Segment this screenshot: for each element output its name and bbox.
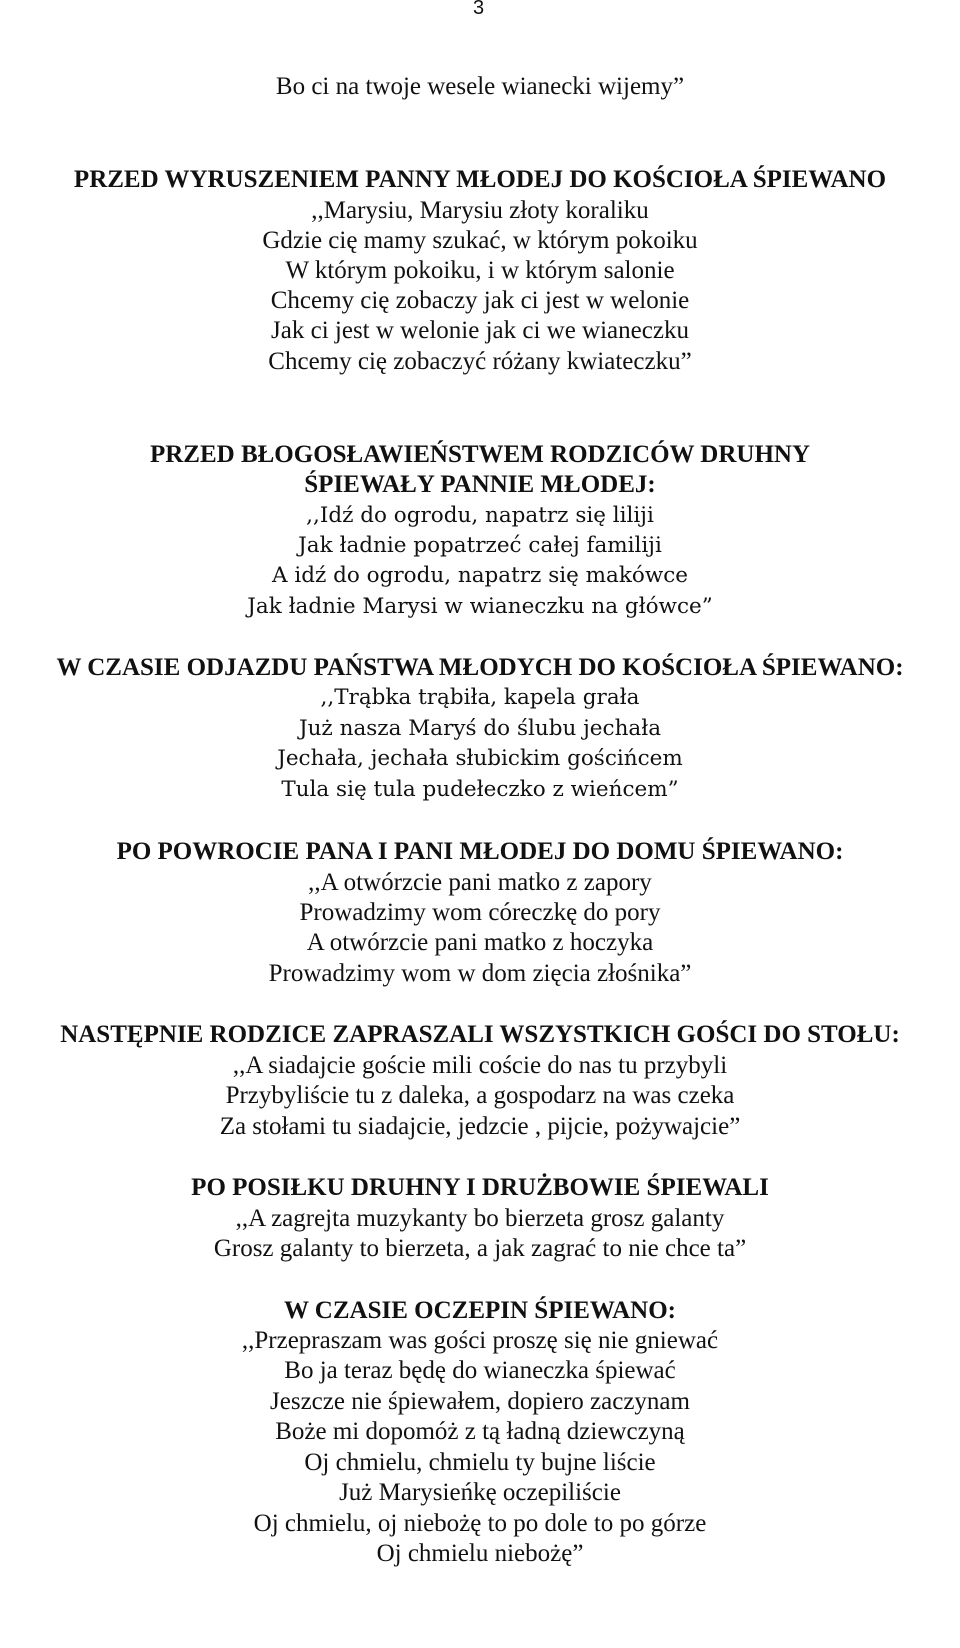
verse-line: Chcemy cię zobaczy jak ci jest w welonie	[270, 287, 690, 314]
verse-line: ,,Przepraszam was gości proszę się nie gniewać	[241, 1327, 719, 1354]
verse-line: Prowadzimy wom w dom zięcia złośnika”	[268, 960, 692, 987]
verse-line: ,,Marysiu, Marysiu złoty koraliku	[311, 197, 649, 224]
verse-line: ,,Idź do ogrodu, napatrz się liliji	[306, 503, 654, 528]
verse-line: Oj chmielu niebożę”	[376, 1540, 584, 1567]
verse-line: Jechała, jechała słubickim gościńcem	[277, 746, 683, 771]
verse-line: Za stołami tu siadajcie, jedzcie , pijcie, pożywajcie”	[219, 1113, 741, 1140]
verse-line: Przybyliście tu z daleka, a gospodarz na was czeka	[225, 1082, 735, 1109]
verse-line: Jak ci jest w welonie jak ci we wianeczku	[271, 317, 689, 344]
verse-line: ,,Trąbka trąbiła, kapela grała	[320, 685, 640, 710]
page-number: 3	[473, 0, 485, 19]
verse-line: Oj chmielu, oj niebożę to po dole to po górze	[253, 1510, 707, 1537]
verse-line: Jak ładnie Marysi w wianeczku na główce”	[247, 594, 713, 619]
verse-line: Jak ładnie popatrzeć całej familiji	[298, 533, 662, 558]
verse-line: Już Marysieńkę oczepiliście	[339, 1479, 621, 1506]
section-heading: PO POWROCIE PANA I PANI MŁODEJ DO DOMU ŚPIEWANO:	[116, 838, 844, 865]
verse-line: Oj chmielu, chmielu ty bujne liście	[304, 1449, 656, 1476]
verse-line: Gdzie cię mamy szukać, w którym pokoiku	[262, 227, 698, 254]
verse-line: A otwórzcie pani matko z hoczyka	[306, 929, 654, 956]
section-heading: PRZED WYRUSZENIEM PANNY MŁODEJ DO KOŚCIOŁA ŚPIEWANO	[73, 166, 887, 193]
section-heading: W CZASIE ODJAZDU PAŃSTWA MŁODYCH DO KOŚCIOŁA ŚPIEWANO:	[56, 654, 904, 681]
verse-line: Bo ja teraz będę do wianeczka śpiewać	[284, 1357, 676, 1384]
verse-line: Prowadzimy wom córeczkę do pory	[299, 899, 661, 926]
section-heading: PRZED BŁOGOSŁAWIEŃSTWEM RODZICÓW DRUHNY	[149, 441, 811, 468]
verse-line: ,,A zagrejta muzykanty bo bierzeta grosz galanty	[235, 1205, 725, 1232]
section-heading: ŚPIEWAŁY PANNIE MŁODEJ:	[304, 471, 656, 498]
section-heading: PO POSIŁKU DRUHNY I DRUŻBOWIE ŚPIEWALI	[191, 1174, 769, 1201]
verse-line: A idź do ogrodu, napatrz się makówce	[271, 563, 689, 588]
intro-line: Bo ci na twoje wesele wianecki wijemy”	[275, 73, 685, 100]
verse-line: W którym pokoiku, i w którym salonie	[285, 257, 675, 284]
verse-line: Grosz galanty to bierzeta, a jak zagrać to nie chce ta”	[213, 1235, 747, 1262]
verse-line: ,,A siadajcie goście mili coście do nas tu przybyli	[232, 1052, 728, 1079]
verse-line: Tula się tula pudełeczko z wieńcem”	[281, 777, 679, 802]
verse-line: Już nasza Maryś do ślubu jechała	[298, 716, 662, 741]
verse-line: Jeszcze nie śpiewałem, dopiero zaczynam	[270, 1388, 690, 1415]
verse-line: ,,A otwórzcie pani matko z zapory	[308, 869, 652, 896]
verse-line: Chcemy cię zobaczyć różany kwiateczku”	[268, 348, 692, 375]
verse-line: Boże mi dopomóż z tą ładną dziewczyną	[275, 1418, 685, 1445]
section-heading: W CZASIE OCZEPIN ŚPIEWANO:	[284, 1297, 676, 1324]
section-heading: NASTĘPNIE RODZICE ZAPRASZALI WSZYSTKICH GOŚCI DO STOŁU:	[60, 1021, 900, 1048]
